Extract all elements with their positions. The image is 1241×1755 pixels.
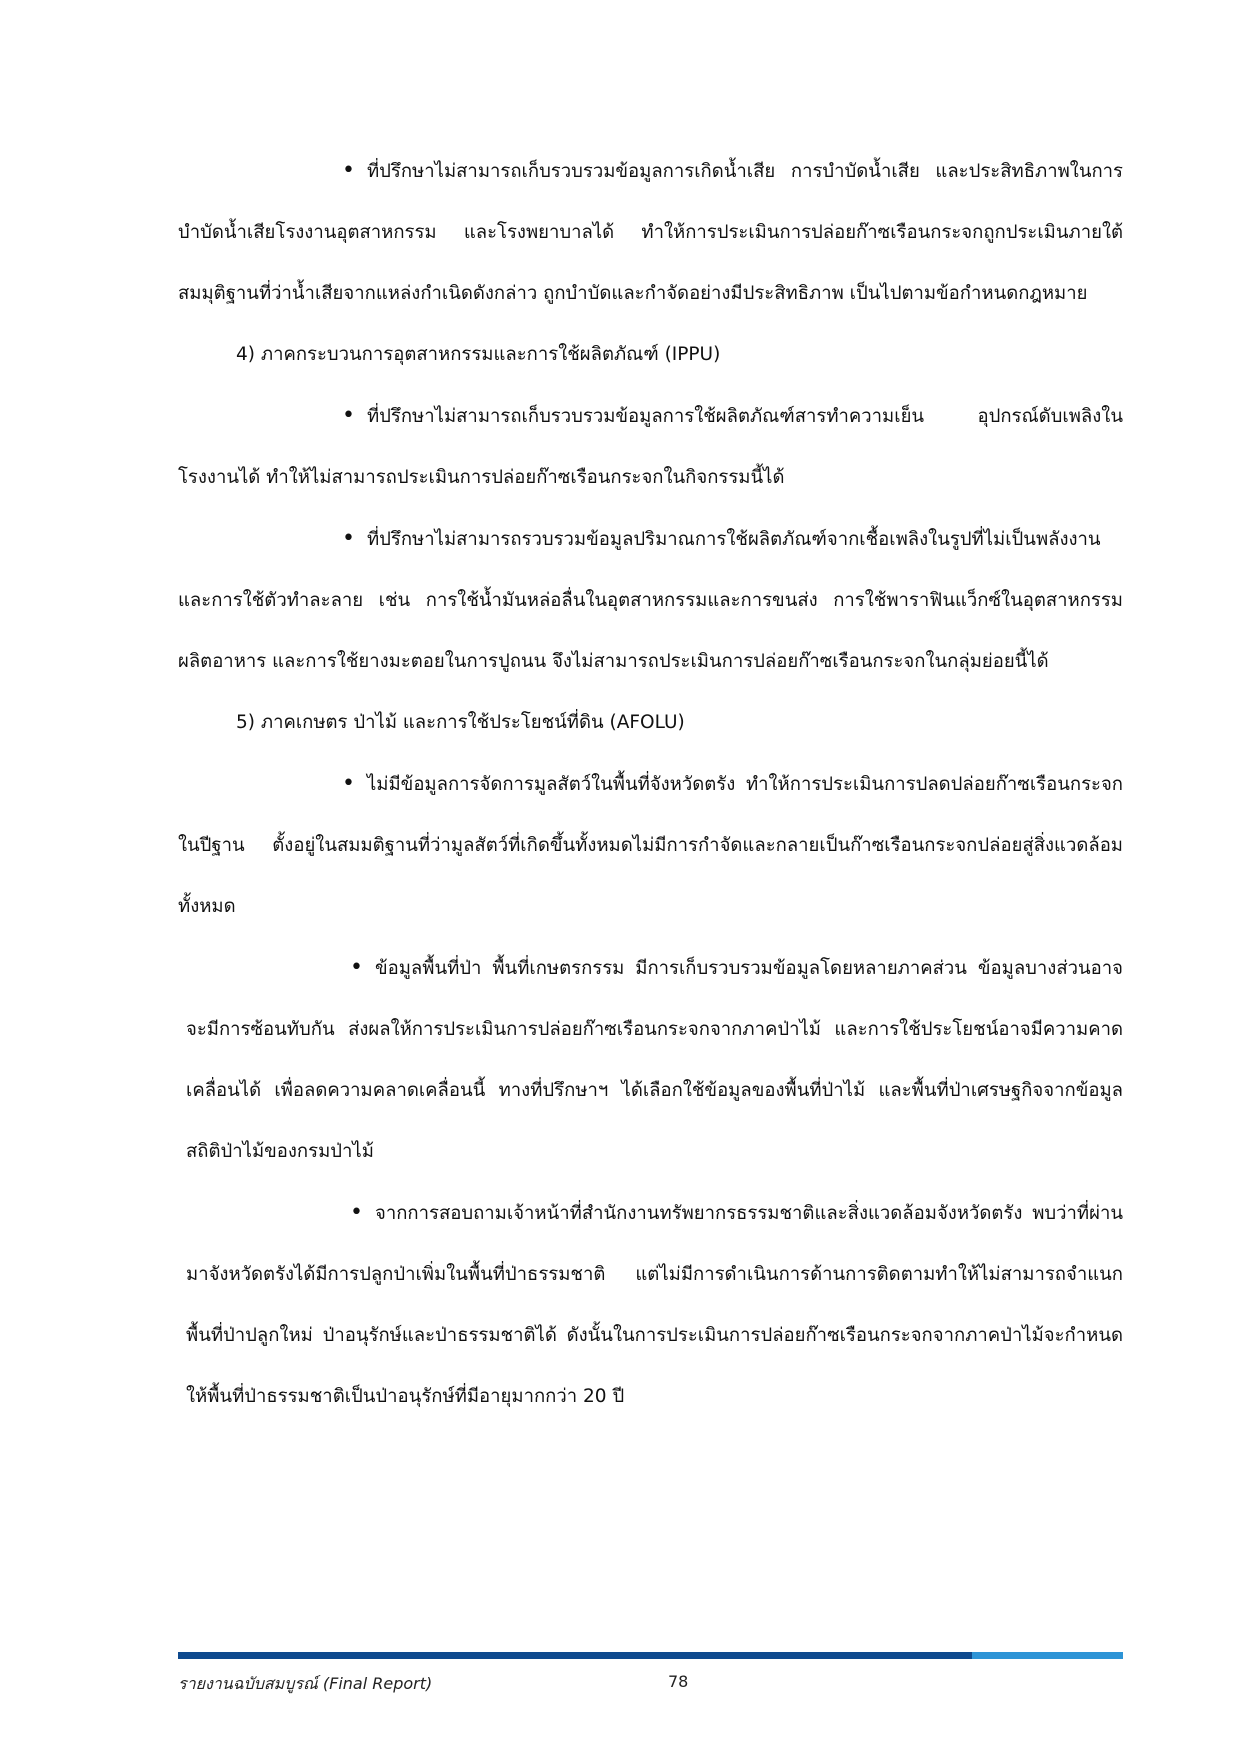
bullet-icon: • (342, 403, 355, 428)
document-body (178, 140, 1123, 1427)
paragraph-reforestation-limitation (178, 1182, 1123, 1427)
paragraph-non-energy-products-limitation (178, 508, 1123, 692)
footer-report-title: รายงานฉบับสมบูรณ์ (Final Report) (178, 1674, 433, 1693)
bullet-icon: • (342, 158, 355, 183)
footer-bar-main (178, 1652, 972, 1659)
paragraph-text: ข้อมูลพื้นที่ป่า พื้นที่เกษตรกรรม มีการเก็บรวบรวมข้อมูลโดยหลายภาคส่วน ข้อมูลบางส่วนอาจจะมีการซ้อนทับกัน ส่งผลให้การประเมินการปล่อยก๊าซเรือนกระจกจากภาคป่าไม้ และการใช้ประโยชน์อาจมีความคาดเคลื่อนได้ เพื่อลดความคลาดเคลื่อนนี้ ทางที่ปรึกษาฯ ได้เลือกใช้ข้อมูลของพื้นที่ป่าไม้ และพื้นที่ป่าเศรษฐกิจจากข้อมูลสถิติป่าไม้ของกรมป่าไม้ (186, 958, 1123, 1162)
paragraph-text: จากการสอบถามเจ้าหน้าที่สำนักงานทรัพยากรธรรมชาติและสิ่งแวดล้อมจังหวัดตรัง พบว่าที่ผ่านมาจังหวัดตรังได้มีการปลูกป่าเพิ่มในพื้นที่ป่าธรรมชาติ แต่ไม่มีการดำเนินการด้านการติดตามทำให้ไม่สามารถจำแนกพื้นที่ป่าปลูกใหม่ ป่าอนุรักษ์และป่าธรรมชาติได้ ดังนั้นในการประเมินการปล่อยก๊าซเรือนกระจกจากภาคป่าไม้จะกำหนดให้พื้นที่ป่าธรรมชาติเป็นป่าอนุรักษ์ที่มีอายุมากกว่า 20 ปี (186, 1203, 1123, 1407)
footer-bar-accent (972, 1652, 1123, 1659)
bullet-icon: • (350, 955, 363, 980)
paragraph-manure-limitation (178, 753, 1123, 937)
paragraph-text: ไม่มีข้อมูลการจัดการมูลสัตว์ในพื้นที่จังหวัดตรัง ทำให้การประเมินการปลดปล่อยก๊าซเรือนกระจกในปีฐาน ตั้งอยู่ในสมมติฐานที่ว่ามูลสัตว์ที่เกิดขึ้นทั้งหมดไม่มีการกำจัดและกลายเป็นก๊าซเรือนกระจกปล่อยสู่สิ่งแวดล้อมทั้งหมด (178, 774, 1123, 917)
section-heading-ippu: 4) ภาคกระบวนการอุตสาหกรรมและการใช้ผลิตภัณฑ์ (IPPU) (236, 344, 721, 365)
section-heading-afolu: 5) ภาคเกษตร ป่าไม้ และการใช้ประโยชน์ที่ดิน (AFOLU) (236, 712, 685, 733)
paragraph-wastewater-limitation (178, 140, 1123, 324)
paragraph-text: ที่ปรึกษาไม่สามารถรวบรวมข้อมูลปริมาณการใช้ผลิตภัณฑ์จากเชื้อเพลิงในรูปที่ไม่เป็นพลังงานและการใช้ตัวทำละลาย เช่น การใช้น้ำมันหล่อลื่นในอุตสาหกรรมและการขนส่ง การใช้พาราฟินแว็กซ์ในอุตสาหกรรมผลิตอาหาร และการใช้ยางมะตอยในการปูถนน จึงไม่สามารถประเมินการปล่อยก๊าซเรือนกระจกในกลุ่มย่อยนี้ได้ (178, 529, 1123, 672)
footer-divider-bar (178, 1652, 1123, 1659)
paragraph-forest-data-limitation (178, 937, 1123, 1182)
bullet-icon: • (342, 771, 355, 796)
footer-page-number: 78 (668, 1672, 689, 1691)
paragraph-refrigerant-limitation (178, 385, 1123, 508)
bullet-icon: • (350, 1200, 363, 1225)
paragraph-text: ที่ปรึกษาไม่สามารถเก็บรวบรวมข้อมูลการเกิดน้ำเสีย การบำบัดน้ำเสีย และประสิทธิภาพในการบำบัดน้ำเสียโรงงานอุตสาหกรรม และโรงพยาบาลได้ ทำให้การประเมินการปล่อยก๊าซเรือนกระจกถูกประเมินภายใต้สมมุติฐานที่ว่าน้ำเสียจากแหล่งกำเนิดดังกล่าว ถูกบำบัดและกำจัดอย่างมีประสิทธิภาพ เป็นไปตามข้อกำหนดกฎหมาย (178, 161, 1123, 304)
bullet-icon: • (342, 526, 355, 551)
paragraph-text: ที่ปรึกษาไม่สามารถเก็บรวบรวมข้อมูลการใช้ผลิตภัณฑ์สารทำความเย็น อุปกรณ์ดับเพลิงในโรงงานได้ ทำให้ไม่สามารถประเมินการปล่อยก๊าซเรือนกระจกในกิจกรรมนี้ได้ (178, 406, 1123, 488)
